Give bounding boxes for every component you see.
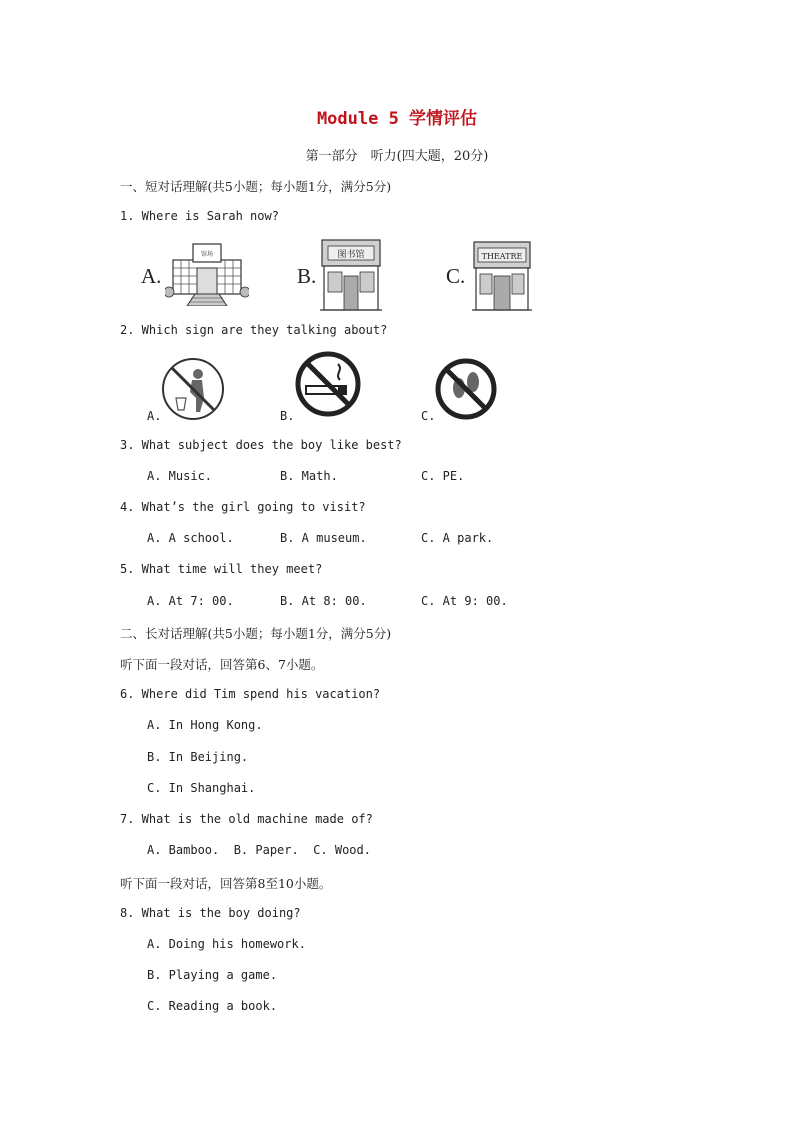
no-littering-sign-icon xyxy=(160,356,226,422)
q2-option-b-label: B. xyxy=(280,409,295,423)
no-walking-sign-icon xyxy=(435,358,497,420)
q7-options: A. Bamboo. B. Paper. C. Wood. xyxy=(147,843,371,857)
q4-option-a: A. A school. xyxy=(147,531,234,545)
q8-option-a: A. Doing his homework. xyxy=(147,937,306,951)
q1-option-a-label: A. xyxy=(141,264,162,288)
q8-option-b: B. Playing a game. xyxy=(147,968,278,982)
section2-intro-2: 听下面一段对话，回答第8至10小题。 xyxy=(120,876,332,891)
q4-option-b: B. A museum. xyxy=(280,531,367,545)
section2-intro-1: 听下面一段对话，回答第6、7小题。 xyxy=(120,657,324,672)
stadium-sign-text: 馆场 xyxy=(200,251,214,258)
part-subtitle: 第一部分 听力(四大题，20分) xyxy=(305,149,489,164)
q1-option-c-label: C. xyxy=(446,264,466,288)
q3-option-c: C. PE. xyxy=(421,469,465,483)
q1-question: 1. Where is Sarah now? xyxy=(120,209,279,223)
q6-question: 6. Where did Tim spend his vacation? xyxy=(120,687,381,701)
q2-question: 2. Which sign are they talking about? xyxy=(120,323,388,337)
q2-option-c-label: C. xyxy=(421,409,436,423)
theatre-sign-text: THEATRE xyxy=(481,252,523,261)
library-sign-text: 图书馆 xyxy=(337,250,365,260)
q4-option-c: C. A park. xyxy=(421,531,494,545)
q5-option-c: C. At 9: 00. xyxy=(421,594,508,608)
q8-option-c: C. Reading a book. xyxy=(147,999,278,1013)
q2-option-a-label: A. xyxy=(147,409,162,423)
theatre-building-icon xyxy=(472,240,532,312)
q3-question: 3. What subject does the boy like best? xyxy=(120,438,402,452)
q6-option-b: B. In Beijing. xyxy=(147,750,249,764)
section2-heading: 二、长对话理解(共5小题；每小题1分，满分5分) xyxy=(120,626,392,641)
library-building-icon xyxy=(320,238,382,312)
q7-question: 7. What is the old machine made of? xyxy=(120,812,373,826)
page-title: Module 5 学情评估 xyxy=(316,109,478,129)
no-smoking-sign-icon xyxy=(294,350,362,418)
q3-option-b: B. Math. xyxy=(280,469,338,483)
q1-option-b-label: B. xyxy=(297,264,317,288)
q5-option-a: A. At 7: 00. xyxy=(147,594,234,608)
q5-option-b: B. At 8: 00. xyxy=(280,594,367,608)
q6-option-c: C. In Shanghai. xyxy=(147,781,256,795)
stadium-building-icon xyxy=(165,242,249,306)
q5-question: 5. What time will they meet? xyxy=(120,562,323,576)
q6-option-a: A. In Hong Kong. xyxy=(147,718,263,732)
q8-question: 8. What is the boy doing? xyxy=(120,906,301,920)
q4-question: 4. What’s the girl going to visit? xyxy=(120,500,366,514)
section1-heading: 一、短对话理解(共5小题；每小题1分，满分5分) xyxy=(120,179,392,194)
q3-option-a: A. Music. xyxy=(147,469,213,483)
